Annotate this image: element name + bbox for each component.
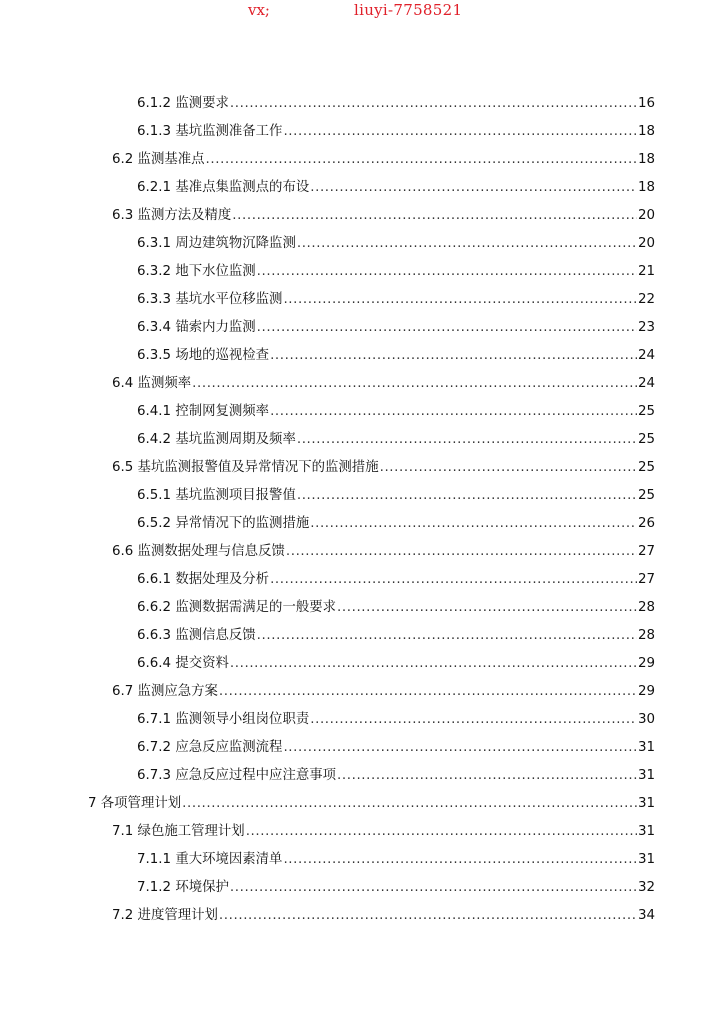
toc-entry-title: 6.6.1 数据处理及分析 (137, 572, 270, 587)
toc-entry[interactable] (112, 458, 655, 478)
toc-dot-leader (257, 318, 637, 338)
watermark-left-text: vx; (248, 1, 270, 19)
toc-dot-leader (206, 150, 637, 170)
toc-entry[interactable] (137, 598, 655, 618)
toc-dot-leader (337, 598, 637, 618)
toc-entry[interactable] (112, 822, 655, 842)
toc-entry-page-number: 25 (637, 488, 655, 503)
toc-dot-leader (270, 346, 637, 366)
toc-entry-title: 6.6.4 提交资料 (137, 656, 229, 671)
toc-entry-title: 6.7.1 监测领导小组岗位职责 (137, 712, 310, 727)
toc-dot-leader (219, 682, 637, 702)
toc-entry[interactable] (137, 122, 655, 142)
toc-entry-title: 6.3 监测方法及精度 (112, 208, 232, 223)
toc-entry[interactable] (137, 234, 655, 254)
toc-dot-leader (219, 906, 637, 926)
toc-dot-leader (246, 822, 637, 842)
toc-entry-page-number: 18 (637, 152, 655, 167)
toc-entry[interactable] (137, 654, 655, 674)
toc-entry[interactable] (137, 486, 655, 506)
toc-entry-page-number: 20 (637, 208, 655, 223)
toc-entry-title: 6.3.1 周边建筑物沉降监测 (137, 236, 296, 251)
toc-dot-leader (283, 850, 637, 870)
toc-dot-leader (297, 486, 637, 506)
toc-entry[interactable] (112, 682, 655, 702)
toc-entry-title: 6.7 监测应急方案 (112, 684, 218, 699)
toc-dot-leader (257, 626, 637, 646)
toc-entry-page-number: 31 (637, 768, 655, 783)
toc-dot-leader (310, 178, 637, 198)
toc-entry-page-number: 28 (637, 628, 655, 643)
toc-entry[interactable] (137, 318, 655, 338)
toc-entry-title: 6.5.1 基坑监测项目报警值 (137, 488, 296, 503)
toc-dot-leader (286, 542, 637, 562)
toc-entry-title: 6.3.4 锚索内力监测 (137, 320, 256, 335)
toc-entry[interactable] (137, 738, 655, 758)
toc-entry-page-number: 29 (637, 656, 655, 671)
toc-entry-page-number: 23 (637, 320, 655, 335)
toc-entry-page-number: 16 (637, 96, 655, 111)
toc-entry[interactable] (137, 262, 655, 282)
toc-entry[interactable] (137, 178, 655, 198)
toc-entry-page-number: 30 (637, 712, 655, 727)
toc-entry-page-number: 21 (637, 264, 655, 279)
toc-entry-title: 6.7.3 应急反应过程中应注意事项 (137, 768, 337, 783)
toc-entry[interactable] (112, 374, 655, 394)
toc-dot-leader (270, 570, 637, 590)
toc-entry-page-number: 24 (637, 376, 655, 391)
toc-entry-page-number: 18 (637, 124, 655, 139)
toc-entry-title: 6.3.3 基坑水平位移监测 (137, 292, 283, 307)
toc-entry-page-number: 31 (637, 740, 655, 755)
toc-entry-title: 6.6.3 监测信息反馈 (137, 628, 256, 643)
toc-entry-title: 6.5 基坑监测报警值及异常情况下的监测措施 (112, 460, 379, 475)
toc-dot-leader (230, 878, 637, 898)
toc-entry-title: 6.1.3 基坑监测准备工作 (137, 124, 283, 139)
toc-entry[interactable] (137, 766, 655, 786)
toc-entry-page-number: 31 (637, 852, 655, 867)
toc-entry-title: 6.4.1 控制网复测频率 (137, 404, 270, 419)
toc-entry-title: 6.5.2 异常情况下的监测措施 (137, 516, 310, 531)
toc-entry[interactable] (137, 290, 655, 310)
toc-entry[interactable] (137, 850, 655, 870)
toc-dot-leader (310, 514, 637, 534)
toc-entry-page-number: 27 (637, 572, 655, 587)
toc-dot-leader (192, 374, 637, 394)
toc-entry-page-number: 32 (637, 880, 655, 895)
toc-entry-page-number: 28 (637, 600, 655, 615)
toc-entry-title: 6.4 监测频率 (112, 376, 192, 391)
toc-dot-leader (232, 206, 637, 226)
toc-dot-leader (230, 94, 637, 114)
toc-entry[interactable] (88, 794, 655, 814)
toc-dot-leader (257, 262, 637, 282)
toc-entry-page-number: 25 (637, 460, 655, 475)
toc-entry-title: 6.6 监测数据处理与信息反馈 (112, 544, 285, 559)
toc-dot-leader (230, 654, 637, 674)
toc-entry[interactable] (137, 878, 655, 898)
toc-entry-title: 7.1.1 重大环境因素清单 (137, 852, 283, 867)
toc-entry-page-number: 25 (637, 432, 655, 447)
toc-dot-leader (283, 122, 637, 142)
toc-dot-leader (380, 458, 637, 478)
toc-entry-title: 7.2 进度管理计划 (112, 908, 218, 923)
toc-entry[interactable] (137, 430, 655, 450)
toc-entry-page-number: 31 (637, 796, 655, 811)
toc-entry[interactable] (112, 206, 655, 226)
toc-dot-leader (283, 738, 637, 758)
toc-dot-leader (297, 234, 637, 254)
toc-entry-title: 6.7.2 应急反应监测流程 (137, 740, 283, 755)
toc-entry[interactable] (137, 346, 655, 366)
toc-entry-title: 6.3.2 地下水位监测 (137, 264, 256, 279)
toc-entry[interactable] (137, 402, 655, 422)
toc-entry[interactable] (137, 570, 655, 590)
toc-entry-title: 6.1.2 监测要求 (137, 96, 229, 111)
toc-entry-title: 6.3.5 场地的巡视检查 (137, 348, 270, 363)
toc-dot-leader (297, 430, 637, 450)
toc-dot-leader (283, 290, 637, 310)
toc-entry-title: 6.2.1 基准点集监测点的布设 (137, 180, 310, 195)
toc-entry-page-number: 25 (637, 404, 655, 419)
toc-entry-page-number: 34 (637, 908, 655, 923)
toc-entry[interactable] (137, 710, 655, 730)
toc-entry-title: 7.1 绿色施工管理计划 (112, 824, 245, 839)
watermark-right-text: liuyi-7758521 (354, 1, 463, 19)
toc-dot-leader (310, 710, 637, 730)
toc-entry-title: 6.6.2 监测数据需满足的一般要求 (137, 600, 337, 615)
toc-dot-leader (182, 794, 637, 814)
toc-entry[interactable] (137, 94, 655, 114)
toc-entry-page-number: 20 (637, 236, 655, 251)
toc-entry[interactable] (112, 542, 655, 562)
toc-entry[interactable] (137, 514, 655, 534)
toc-entry-page-number: 29 (637, 684, 655, 699)
toc-entry-title: 7 各项管理计划 (88, 796, 182, 811)
toc-entry[interactable] (112, 150, 655, 170)
toc-entry-title: 7.1.2 环境保护 (137, 880, 229, 895)
toc-entry-title: 6.4.2 基坑监测周期及频率 (137, 432, 296, 447)
toc-entry-page-number: 22 (637, 292, 655, 307)
toc-entry-page-number: 24 (637, 348, 655, 363)
toc-entry-title: 6.2 监测基准点 (112, 152, 205, 167)
watermark (0, 0, 724, 22)
toc-entry-page-number: 26 (637, 516, 655, 531)
toc-entry-page-number: 27 (637, 544, 655, 559)
toc-entry-page-number: 18 (637, 180, 655, 195)
toc-dot-leader (270, 402, 637, 422)
toc-entry[interactable] (137, 626, 655, 646)
toc-entry[interactable] (112, 906, 655, 926)
toc-dot-leader (337, 766, 637, 786)
toc-entry-page-number: 31 (637, 824, 655, 839)
